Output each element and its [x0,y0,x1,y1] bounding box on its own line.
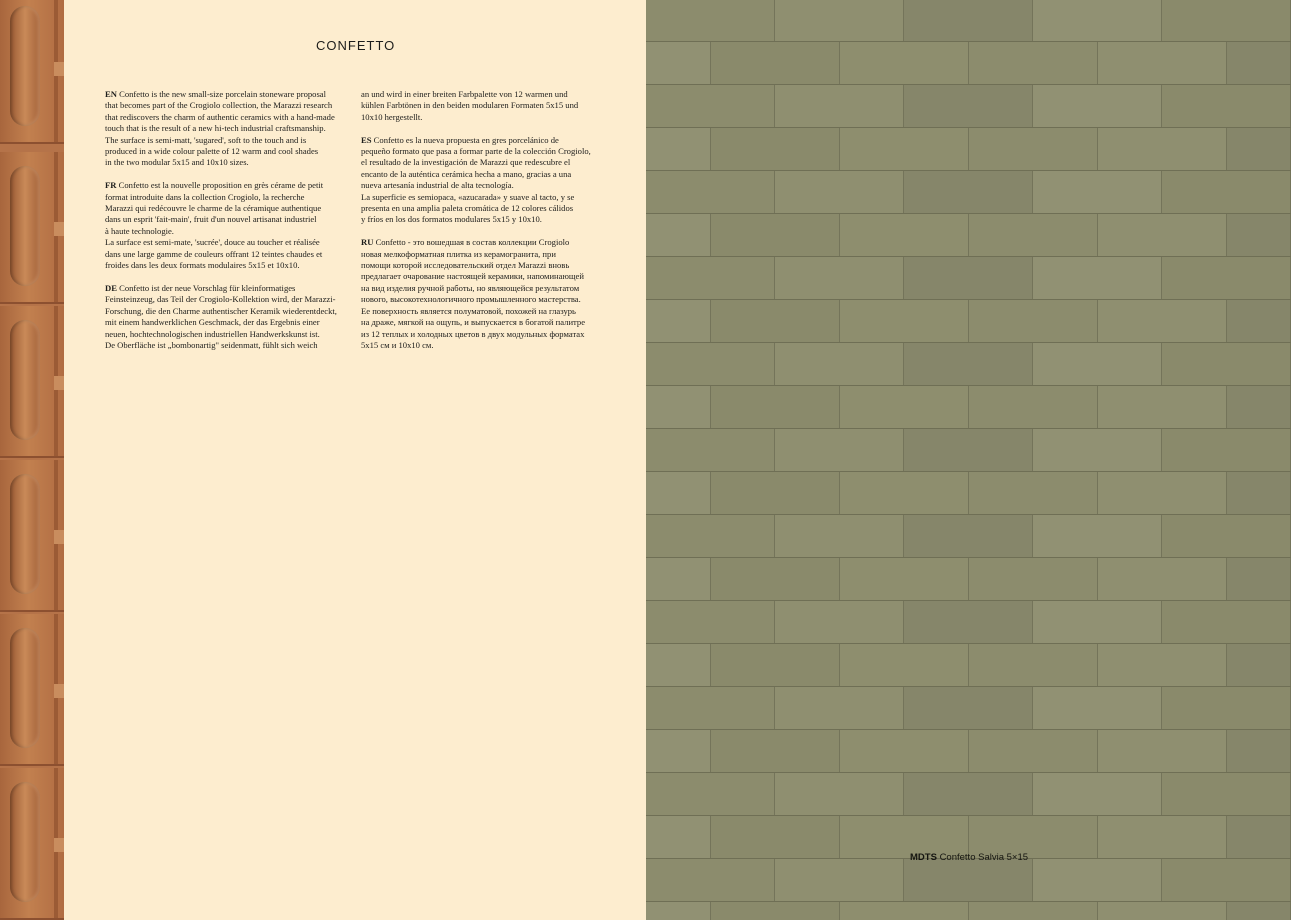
tile-row [646,428,1291,472]
sage-tile [1227,472,1291,515]
sage-tile [904,773,1033,816]
tile-row [646,170,1291,214]
sage-tile [840,386,969,429]
sage-tile [775,859,904,902]
tile-row [646,256,1291,300]
sage-tile [646,0,775,42]
sage-tile [1033,171,1162,214]
sage-tile [1162,773,1291,816]
sage-tile [646,515,775,558]
sage-tile [1162,859,1291,902]
paragraph-de [105,283,353,351]
sage-tile [1162,601,1291,644]
tile-row [646,213,1291,257]
paragraph-text: Confetto is the new small-size porcelain stoneware proposal that becomes part of the Crogiolo collection, the Marazzi research that rediscovers the charm of authentic ceramics with a hand-made touch that is the result of a new hi-tech industrial craftsmanship. The surface is semi-matt, 'sugared', soft to the touch and is produced in a wide colour palette of 12 warm and cool shades in the two modular 5x15 and 10x10 sizes. [105,89,335,168]
sage-tile [646,644,711,687]
sage-tile [1098,558,1227,601]
sage-tile [840,730,969,773]
paragraph-de-continued [361,89,609,123]
sage-tile [1033,85,1162,128]
terracotta-tile [0,460,64,612]
sage-tile [1033,343,1162,386]
sage-tile [904,429,1033,472]
sage-tile [969,300,1098,343]
language-code: EN [105,89,117,99]
sage-tile [646,343,775,386]
sage-tile [1033,601,1162,644]
tile-groove [10,166,40,286]
paragraph-text: Confetto est la nouvelle proposition en grès cérame de petit format introduite dans la collection Crogiolo, la recherche Marazzi qui redécouvre le charme de la céramique authentique dans un esprit 'fait-main', fruit d'un nouvel artisanat industriel à haute technologie. La surface est semi-mate, 'sucrée', douce au toucher et réalisée dans une large gamme de couleurs offrant 12 teintes chaudes et froides dans les deux formats modulaires 5x15 et 10x10. [105,180,324,271]
language-code: FR [105,180,117,191]
language-code: ES [361,134,372,145]
sage-tile [775,171,904,214]
sage-tile [646,773,775,816]
sage-tile [646,816,711,859]
sage-tile [711,42,840,85]
sage-tile [711,644,840,687]
product-name: Confetto Salvia 5×15 [939,852,1029,863]
tile-notch [54,838,64,852]
sage-tile [1227,128,1291,171]
sage-tile [711,902,840,920]
sage-tile [969,902,1098,920]
terracotta-tile [0,152,64,304]
sage-tile [775,687,904,730]
terracotta-tile [0,614,64,766]
sage-tile [904,0,1033,42]
terracotta-tile [0,0,64,144]
sage-tile [711,300,840,343]
sage-tile [646,859,775,902]
sage-tile [1162,343,1291,386]
sage-tile [775,515,904,558]
paragraph-es [361,135,609,226]
sage-tile [711,214,840,257]
tile-row [646,858,1291,902]
sage-tile [646,472,711,515]
page-title: CONFETTO [316,38,396,53]
text-column-right [361,89,609,363]
sage-tile [1098,386,1227,429]
tile-row [646,0,1291,42]
sage-tile [969,128,1098,171]
sage-tile [1098,300,1227,343]
language-code: RU [361,237,374,248]
sage-tile [904,85,1033,128]
sage-tile [840,42,969,85]
sage-tile [646,300,711,343]
sage-tile [1227,558,1291,601]
sage-tile [904,687,1033,730]
sage-tile [1227,386,1291,429]
sage-tile [1033,687,1162,730]
sage-tile [1033,0,1162,42]
tile-row [646,729,1291,773]
tile-row [646,127,1291,171]
sage-tile [646,386,711,429]
sage-tile [775,429,904,472]
sage-tile [646,429,775,472]
tile-row [646,342,1291,386]
sage-tile [840,300,969,343]
sage-tile [1098,472,1227,515]
sage-tile [840,472,969,515]
paragraph-fr [105,180,353,271]
sage-tile [969,472,1098,515]
tile-row [646,471,1291,515]
tile-groove [10,628,40,748]
sage-tile [904,257,1033,300]
sage-tile [1227,42,1291,85]
sage-tile [646,85,775,128]
tile-groove [10,782,40,902]
sage-tile [969,386,1098,429]
sage-tile [969,214,1098,257]
paragraph-text: Confetto - это вошедшая в состав коллекции Crogiolo новая мелкоформатная плитка из керамогранита, при помощи которой исследовательский отдел Marazzi вновь предлагает очарование настоящей керамики, напоминающей на вид изделия ручной работы, но являющейся результатом нового, высокотехнологичного промышленного мастерства. Ее поверхность является полуматовой, похожей на глазурь на драже, мягкой на ощупь, и выпускается в богатой палитре из 12 теплых и холодных цветов в двух модульных форматах 5x15 см и 10x10 см. [361,237,586,350]
sage-tile [1033,773,1162,816]
sage-tile [646,601,775,644]
tile-row [646,901,1291,920]
tile-row [646,772,1291,816]
sage-tile [969,644,1098,687]
sage-tile [969,730,1098,773]
sage-tile [646,687,775,730]
sage-tile [711,816,840,859]
tile-row [646,643,1291,687]
sage-tile [1033,257,1162,300]
tile-groove [10,474,40,594]
tile-row [646,385,1291,429]
sage-tile [775,257,904,300]
sage-tile [1098,644,1227,687]
sage-tile [1227,644,1291,687]
terracotta-tile [0,306,64,458]
product-caption [910,852,1028,863]
sage-tile [646,42,711,85]
sage-tile [904,171,1033,214]
paragraph-en [105,89,353,169]
sage-tile [1098,128,1227,171]
sage-tile [969,558,1098,601]
sage-tile [904,859,1033,902]
sage-tile [1162,429,1291,472]
sage-tile [1227,730,1291,773]
sage-tile [1098,214,1227,257]
sage-tile [711,730,840,773]
sage-tile [840,128,969,171]
sage-tile [1227,214,1291,257]
sage-tile [1162,257,1291,300]
tile-notch [54,684,64,698]
paragraph-text: Confetto es la nueva propuesta en gres porcelánico de pequeño formato que pasa a formar parte de la colección Crogiolo, el resultado de la investigación de Marazzi que redescubre el encanto de la auténtica cerámica hecha a mano, gracias a una nueva artesanía industrial de alta tecnología. La superficie es semiopaca, «azucarada» y suave al tacto, y se presenta en una amplia paleta cromática de 12 colores cálidos y fríos en los dos formatos modulares 5x15 y 10x10. [361,134,591,225]
sage-tile [775,343,904,386]
sage-tile [1227,902,1291,920]
sage-tile [1098,816,1227,859]
sage-tile [1162,687,1291,730]
sage-tile [1162,171,1291,214]
sage-tile [904,515,1033,558]
tile-row [646,299,1291,343]
sage-tile [775,85,904,128]
sage-tile [840,902,969,920]
sage-tile [1033,515,1162,558]
sage-tile [1162,0,1291,42]
sage-tile [646,558,711,601]
sage-tile [646,171,775,214]
sage-tile [1162,515,1291,558]
tile-groove [10,6,40,126]
tile-row [646,600,1291,644]
tile-row [646,41,1291,85]
sage-tile [1098,730,1227,773]
sage-tile [775,773,904,816]
sage-tile [1098,42,1227,85]
paragraph-ru [361,237,609,351]
sage-tile [711,386,840,429]
sage-tile [840,214,969,257]
tile-row [646,686,1291,730]
sage-tile [969,42,1098,85]
tile-notch [54,530,64,544]
language-code: DE [105,282,117,293]
sage-tile [1227,816,1291,859]
tile-groove [10,320,40,440]
sage-tile [840,644,969,687]
sage-tile [711,558,840,601]
sage-tile [646,214,711,257]
sage-tile [904,601,1033,644]
text-column-left [105,89,353,363]
sage-tile-photo [646,0,1291,920]
sage-tile [646,730,711,773]
sage-tile [840,558,969,601]
terracotta-tile-photo [0,0,64,920]
paragraph-text: an und wird in einer breiten Farbpalette von 12 warmen und kühlen Farbtönen in den beiden modularen Formaten 5x15 und 10x10 hergestellt. [361,89,579,122]
sage-tile [1033,859,1162,902]
product-code: MDTS [910,852,937,863]
tile-row [646,84,1291,128]
sage-tile [646,902,711,920]
sage-tile [775,601,904,644]
sage-tile [775,0,904,42]
tile-notch [54,222,64,236]
sage-tile [1033,429,1162,472]
sage-tile [1162,85,1291,128]
tile-notch [54,376,64,390]
terracotta-tile [0,768,64,920]
sage-tile [711,128,840,171]
tile-row [646,557,1291,601]
sage-tile [1227,300,1291,343]
sage-tile [646,257,775,300]
sage-tile [711,472,840,515]
sage-tile [904,343,1033,386]
tile-row [646,514,1291,558]
tile-notch [54,62,64,76]
paragraph-text: Confetto ist der neue Vorschlag für kleinformatiges Feinsteinzeug, das Teil der Crogiolo-Kollektion wird, der Marazzi- Forschung, die den Charme authentischer Keramik wiederentdeckt, mit einem handwerklichen Geschmack, der das Ergebnis einer neuen, hochtechnologischen industriellen Handwerkskunst ist. De Oberfläche ist „bombonartig" seidenmatt, fühlt sich weich [105,282,337,350]
sage-tile [1098,902,1227,920]
sage-tile [646,128,711,171]
